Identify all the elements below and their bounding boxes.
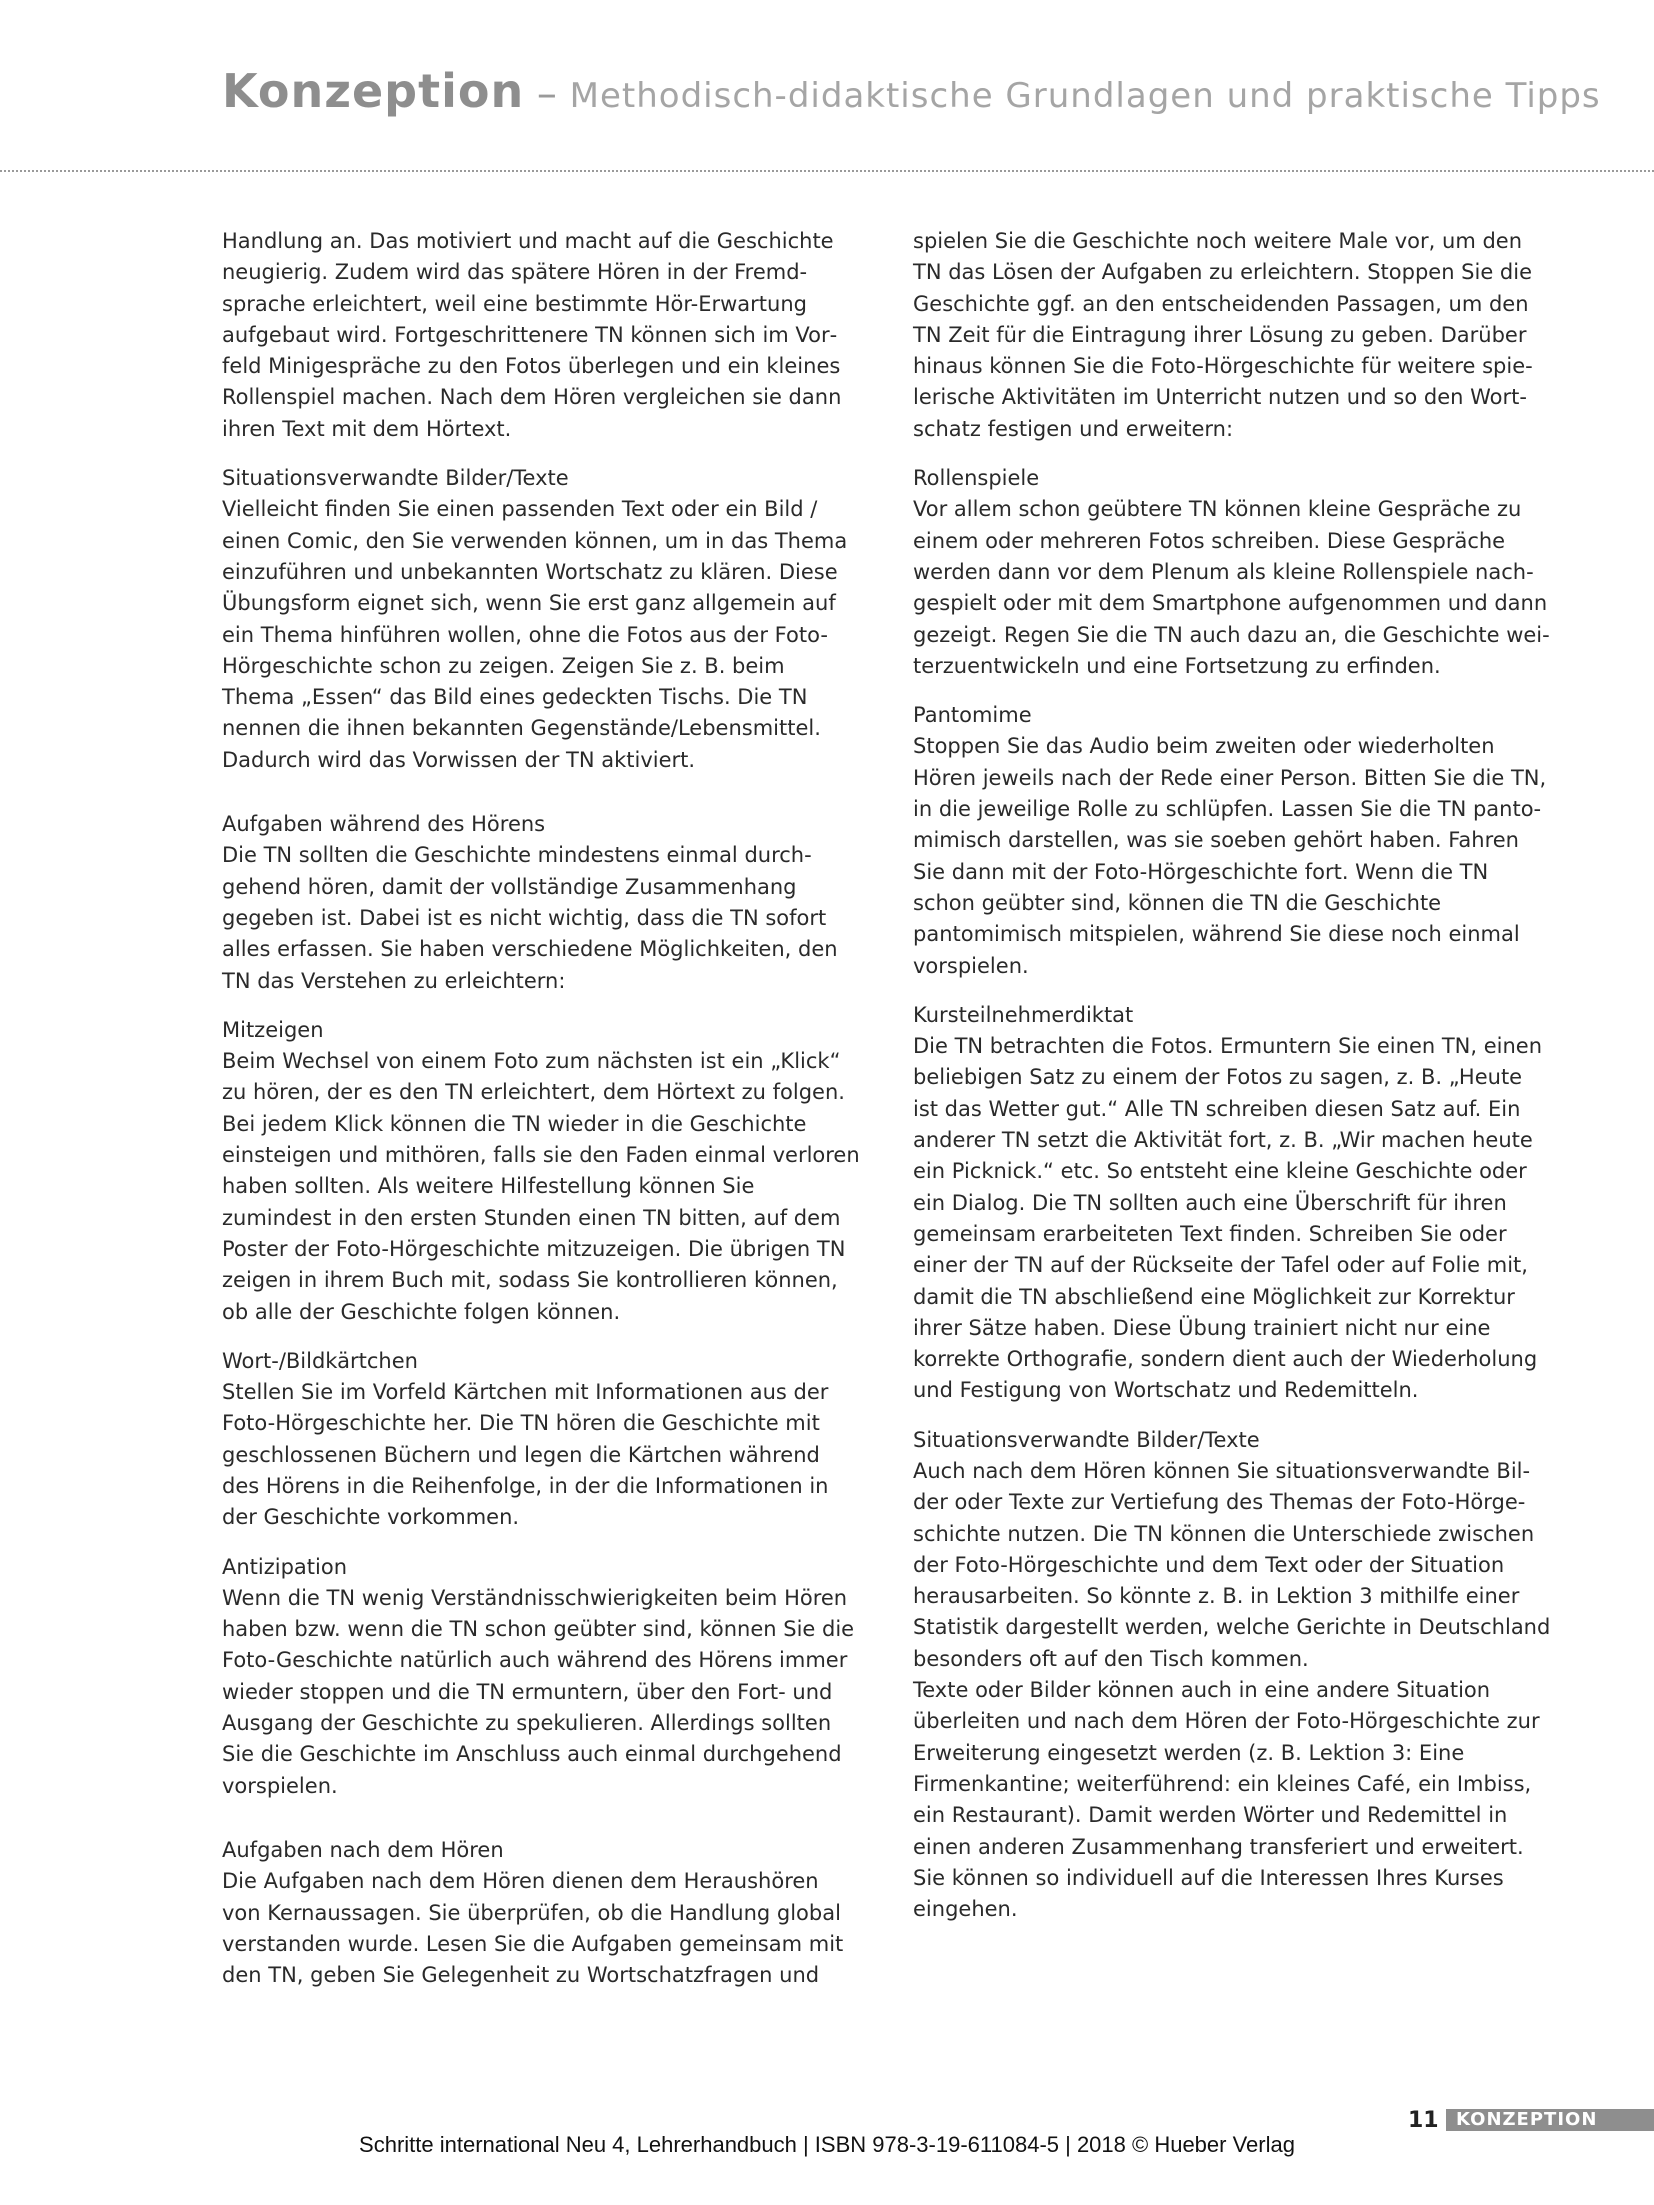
page-title: Konzeption	[222, 64, 525, 118]
page-header	[222, 64, 1622, 124]
section-body: Vielleicht finden Sie einen passenden Text oder ein Bild / einen Comic, den Sie verwenden können, um in das Thema einzuführen und unbekannten Wortschatz zu klären. Diese Übungsform eignet sich, wenn Sie erst ganz allgemein auf ein Thema hinführen wollen, ohne die Fotos aus der Foto-Hörgeschichte schon zu zeigen. Zeigen Sie z. B. beim Thema „Essen“ das Bild eines gedeckten Tischs. Die TN nennen die ihnen bekannten Gegenstände/Lebensmittel. Dadurch wird das Vorwissen der TN aktiviert.	[222, 497, 848, 772]
section-body: Die TN betrachten die Fotos. Ermuntern Sie einen TN, einen beliebigen Satz zu einem der Fotos zu sagen, z. B. „Heute ist das Wetter gut.“ Alle TN schreiben diesen Satz auf. Ein anderer TN setzt die Aktivität fort, z. B. „Wir machen heute ein Picknick.“ etc. So entsteht eine kleine Geschichte oder ein Dialog. Die TN sollten auch eine Überschrift für ihren gemeinsam erarbeiteten Text finden. Schreiben Sie oder einer der TN auf der Rückseite der Tafel oder auf Folie mit, damit die TN abschließend eine Möglichkeit zur Korrektur ihrer Sätze haben. Diese Übung trainiert nicht nur eine korrekte Orthografie, sondern dient auch der Wiederholung und Festigung von Wortschatz und Redemitteln.	[913, 1034, 1543, 1403]
right-column	[913, 226, 1553, 1943]
left-column	[222, 226, 862, 2009]
section-heading: Rollenspiele	[913, 466, 1040, 491]
text-section	[222, 1015, 862, 1328]
section-body: Wenn die TN wenig Verständnisschwierigkeiten beim Hören haben bzw. wenn die TN schon geübter sind, können Sie die Foto-Geschichte natürlich auch während des Hörens immer wieder stoppen und die TN ermuntern, über den Fort- und Ausgang der Geschichte zu spekulieren. Allerdings sollten Sie die Geschichte im Anschluss auch einmal durchgehend vorspielen.	[222, 1585, 855, 1798]
text-section	[222, 463, 862, 776]
text-section	[222, 1552, 862, 1802]
text-section	[913, 1675, 1553, 1925]
footer-credit: Schritte international Neu 4, Lehrerhandbuch | ISBN 978-3-19-611084-5 | 2018 © Hueber Verlag	[359, 2132, 1295, 2157]
section-heading: Pantomime	[913, 703, 1032, 728]
text-section	[222, 809, 862, 997]
section-heading: Situationsverwandte Bilder/Texte	[222, 466, 569, 491]
text-section	[222, 1835, 862, 1991]
text-section	[913, 463, 1553, 682]
header-divider	[0, 170, 1654, 172]
text-section	[222, 226, 862, 445]
page-subtitle: Methodisch-didaktische Grundlagen und praktische Tipps	[569, 76, 1601, 116]
section-heading: Mitzeigen	[222, 1017, 324, 1042]
section-heading: Kursteilnehmerdiktat	[913, 1002, 1134, 1027]
section-heading: Wort-/Bildkärtchen	[222, 1348, 418, 1373]
text-section	[913, 226, 1553, 445]
section-body: Auch nach dem Hören können Sie situationsverwandte Bilder oder Texte zur Vertiefung des Themas der Foto-Hörgeschichte nutzen. Die TN können die Unterschiede zwischen der Foto-Hörgeschichte und dem Text oder der Situation herausarbeiten. So könnte z. B. in Lektion 3 mithilfe einer Statistik dargestellt werden, welche Gerichte in Deutschland besonders oft auf den Tisch kommen.	[913, 1458, 1551, 1671]
text-section	[913, 1000, 1553, 1407]
section-heading: Aufgaben während des Hörens	[222, 812, 546, 837]
section-body: Die Aufgaben nach dem Hören dienen dem Heraushören von Kernaussagen. Sie überprüfen, ob die Handlung global verstanden wurde. Lesen Sie die Aufgaben gemeinsam mit den TN, geben Sie Gelegenheit zu Wortschatzfragen und	[222, 1869, 844, 1988]
text-section	[913, 700, 1553, 982]
page-number: 11	[1408, 2108, 1439, 2133]
text-section	[222, 1346, 862, 1534]
section-body: Beim Wechsel von einem Foto zum nächsten ist ein „Klick“ zu hören, der es den TN erleichtert, dem Hörtext zu folgen. Bei jedem Klick können die TN wieder in die Geschichte einsteigen und mithören, falls sie den Faden einmal verloren haben sollten. Als weitere Hilfestellung können Sie zumindest in den ersten Stunden einen TN bitten, auf dem Poster der Foto-Hörgeschichte mitzuzeigen. Die übrigen TN zeigen in ihrem Buch mit, sodass Sie kontrollieren können, ob alle der Geschichte folgen können.	[222, 1049, 860, 1324]
section-body: Stellen Sie im Vorfeld Kärtchen mit Informationen aus der Foto-Hörgeschichte her. Die TN hören die Geschichte mit geschlossenen Büchern und legen die Kärtchen während des Hörens in die Reihenfolge, in der die Informationen in der Geschichte vorkommen.	[222, 1380, 829, 1530]
text-section	[913, 1425, 1553, 1675]
title-separator: –	[524, 71, 570, 117]
section-body: Texte oder Bilder können auch in eine andere Situation überleiten und nach dem Hören der Foto-Hörgeschichte zur Erweiterung eingesetzt werden (z. B. Lektion 3: Eine Firmenkantine; weiterführend: ein kleines Café, ein Imbiss, ein Restaurant). Damit werden Wörter und Redemittel in einen anderen Zusammenhang transferiert und erweitert. Sie können so individuell auf die Interessen Ihres Kurses eingehen.	[913, 1678, 1540, 1922]
section-body: Vor allem schon geübtere TN können kleine Gespräche zu einem oder mehreren Fotos schreiben. Diese Gespräche werden dann vor dem Plenum als kleine Rollenspiele nachgespielt oder mit dem Smartphone aufgenommen und dann gezeigt. Regen Sie die TN auch dazu an, die Geschichte weiterzuentwickeln und eine Fortsetzung zu erfinden.	[913, 497, 1550, 678]
section-tag: KONZEPTION	[1446, 2109, 1654, 2131]
section-body: Stoppen Sie das Audio beim zweiten oder wiederholten Hören jeweils nach der Rede einer Person. Bitten Sie die TN, in die jeweilige Rolle zu schlüpfen. Lassen Sie die TN pantomimisch darstellen, was sie soeben gehört haben. Fahren Sie dann mit der Foto-Hörgeschichte fort. Wenn die TN schon geübter sind, können die TN die Geschichte pantomimisch mitspielen, während Sie diese noch einmal vorspielen.	[913, 734, 1547, 978]
section-body: spielen Sie die Geschichte noch weitere Male vor, um den TN das Lösen der Aufgaben zu erleichtern. Stoppen Sie die Geschichte ggf. an den entscheidenden Passagen, um den TN Zeit für die Eintragung ihrer Lösung zu geben. Darüber hinaus können Sie die Foto-Hörgeschichte für weitere spielerische Aktivitäten im Unterricht nutzen und so den Wortschatz festigen und erweitern:	[913, 229, 1533, 441]
section-body: Die TN sollten die Geschichte mindestens einmal durchgehend hören, damit der vollständige Zusammenhang gegeben ist. Dabei ist es nicht wichtig, dass die TN sofort alles erfassen. Sie haben verschiedene Möglichkeiten, den TN das Verstehen zu erleichtern:	[222, 843, 838, 993]
section-heading: Aufgaben nach dem Hören	[222, 1837, 504, 1862]
section-heading: Situationsverwandte Bilder/Texte	[913, 1427, 1260, 1452]
section-body: Handlung an. Das motiviert und macht auf die Geschichte neugierig. Zudem wird das spätere Hören in der Fremdsprache erleichtert, weil eine bestimmte Hör-Erwartung aufgebaut wird. Fortgeschrittenere TN können sich im Vorfeld Minigespräche zu den Fotos überlegen und ein kleines Rollenspiel machen. Nach dem Hören vergleichen sie dann ihren Text mit dem Hörtext.	[222, 229, 842, 441]
section-heading: Antizipation	[222, 1554, 348, 1579]
